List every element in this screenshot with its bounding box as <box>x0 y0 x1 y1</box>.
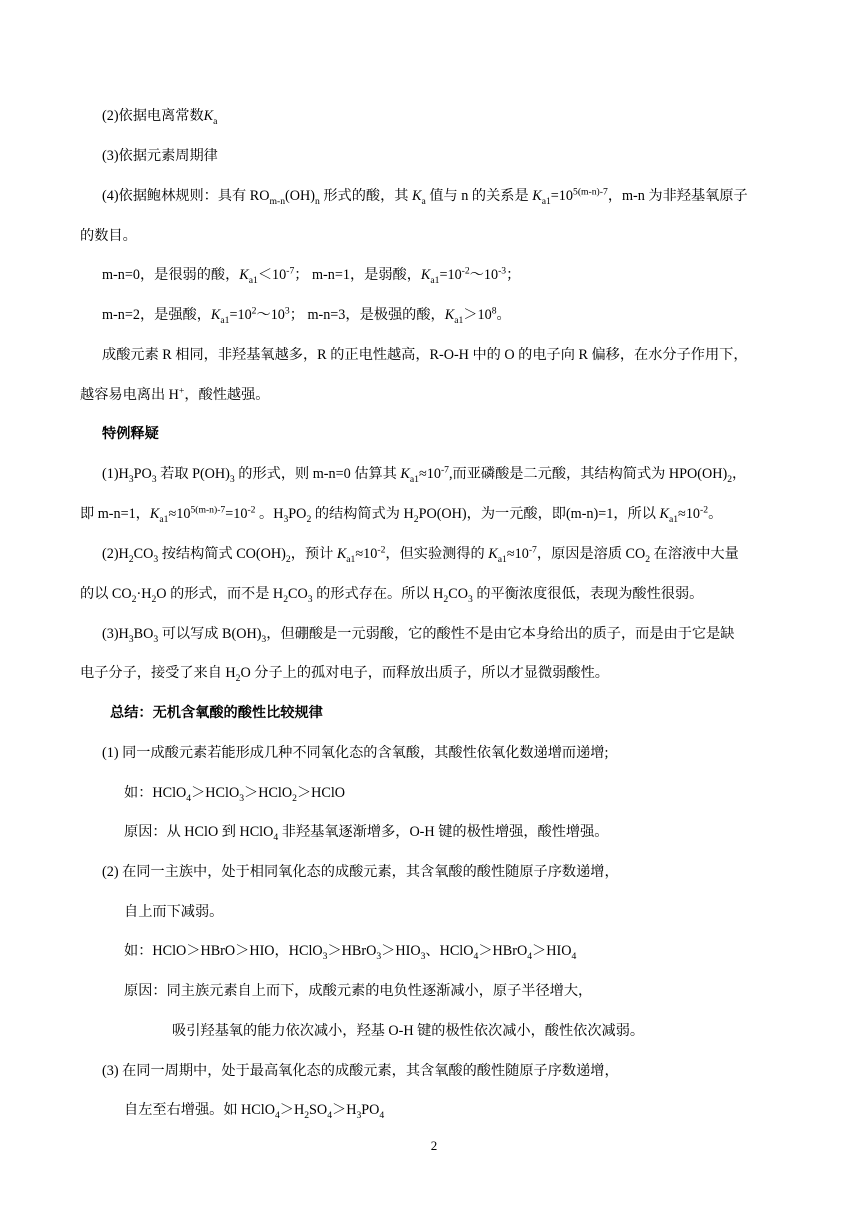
line-18: 如：HClO$_4$＞HClO$_3$＞HClO$_2$＞HClO <box>124 785 346 804</box>
line-7: 成酸元素 R 相同，非羟基氧越多，R 的正电性越高，R-O-H 中的 O 的电子向 R 偏移，在水分子作用下， <box>102 347 748 363</box>
line-2: (3)依据元素周期律 <box>102 148 218 164</box>
line-1: (2)依据电离常数$K_a$ <box>102 108 218 127</box>
line-15: 电子分子，接受了来自 $H_2O$ 分子上的孤对电子，而释放出质子，所以才显微弱酸性。 <box>80 665 609 684</box>
line-5: m-n=0，是很弱的酸，$K_{a1}<10^{-7}$； m-n=1，是弱酸，$K_{a1}=10^{-2}\sim 10^{-3}$； <box>102 265 521 286</box>
line-17: (1) 同一成酸元素若能形成几种不同氧化态的含氧酸，其酸性依氧化数递增而递增; <box>102 745 609 761</box>
section-heading-summary: 总结：无机含氧酸的酸性比较规律 <box>110 705 323 721</box>
line-12: $(2)H_2CO_3$ 按结构简式 $CO(OH)_2$，预计 $K_{a1}\approx 10^{-2}$，但实验测得的 $K_{a1}\approx 10^{-7}$，原因是溶质 $CO_2$ 在溶液中大量 <box>102 544 739 565</box>
line-21: 自上而下减弱。 <box>124 904 224 920</box>
line-13: 的以 $CO_2\cdot H_2O$ 的形式，而不是 $H_2CO_3$ 的形式存在。所以 $H_2CO_3$ 的平衡浓度很低，表现为酸性很弱。 <box>80 586 704 605</box>
section-heading-special-cases: 特例释疑 <box>102 426 159 442</box>
line-8: 越容易电离出 H+，酸性越强。 <box>80 385 270 403</box>
line-22: 如：HClO＞HBrO＞HIO，$HClO_3>HBrO_3>HIO_3$、$HClO_4>HBrO_4>HIO_4$ <box>124 943 577 962</box>
line-25: (3) 在同一周期中，处于最高氧化态的成酸元素，其含氧酸的酸性随原子序数递增， <box>102 1063 619 1079</box>
line-4: 的数目。 <box>80 228 137 244</box>
line-10: $(1)H_3PO_3$ 若取 $P(OH)_3$ 的形式，则 m-n=0 估算其 $K_{a1}\approx 10^{-7}$,而亚磷酸是二元酸，其结构简式为 $HPO(OH)_2$， <box>102 464 747 485</box>
line-14: $(3)H_3BO_3$ 可以写成 $B(OH)_3$，但硼酸是一元弱酸，它的酸性不是由它本身给出的质子，而是由于它是缺 <box>102 626 735 645</box>
line-11: 即 m-n=1，$K_{a1}\approx 10^{5(m-n)-7}=10^{-2}$ 。$H_3PO_2$ 的结构简式为 $H_2PO(OH)$，为一元酸，即(m-n)=1，所以 $K_{a1}\approx 10^{-2}$。 <box>80 504 723 525</box>
line-3: (4)依据鲍林规则：具有 $RO_{m-n}(OH)_n$ 形式的酸，其 $K_a$ 值与 n 的关系是 $K_{a1}=10^{5(m-n)-7}$，m-n 为非羟基氧原子 <box>102 186 748 207</box>
line-24: 吸引羟基氧的能力依次减小，羟基 O-H 键的极性依次减小，酸性依次减弱。 <box>172 1023 645 1039</box>
line-26: 自左至右增强。如 $HClO_4>H_2SO_4>H_3PO_4$ <box>124 1102 385 1121</box>
page-number: 2 <box>430 1138 438 1153</box>
line-6: m-n=2，是强酸，$K_{a1}=10^2\sim 10^3$； m-n=3，是极强的酸，$K_{a1}>10^8$。 <box>102 305 511 326</box>
line-20: (2) 在同一主族中，处于相同氧化态的成酸元素，其含氧酸的酸性随原子序数递增， <box>102 864 619 880</box>
line-23: 原因：同主族元素自上而下，成酸元素的电负性逐渐减小，原子半径增大， <box>124 983 593 999</box>
line-19: 原因：从 HClO 到 HClO$_4$ 非羟基氧逐渐增多，O-H 键的极性增强，酸性增强。 <box>124 824 609 843</box>
